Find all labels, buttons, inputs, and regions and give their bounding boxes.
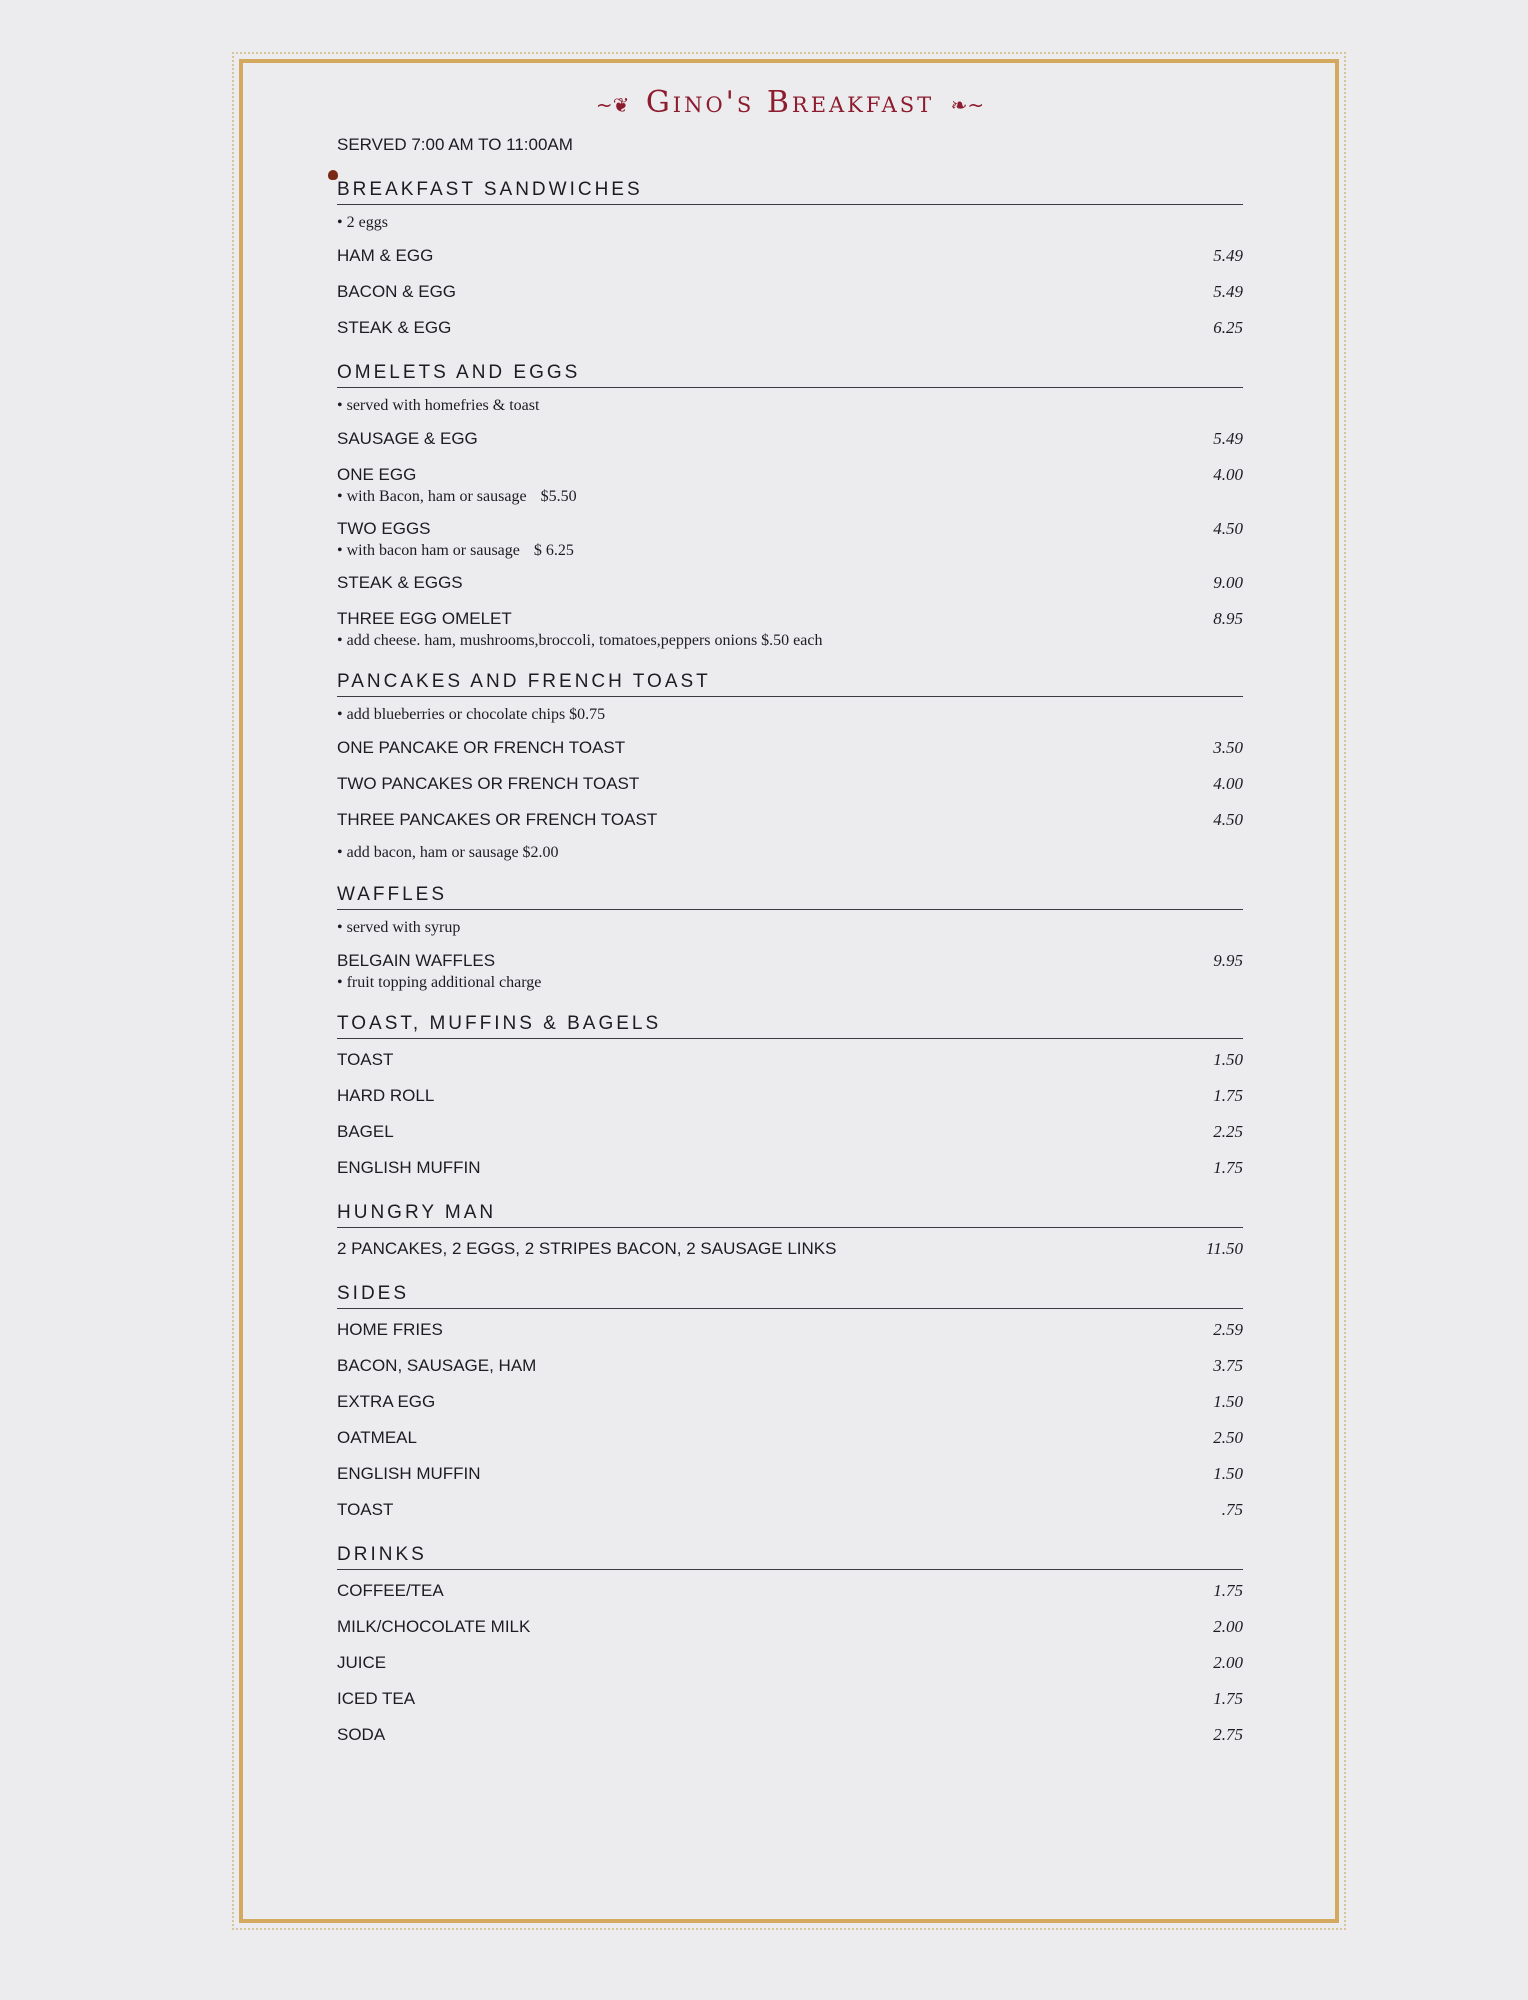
item-name: MILK/CHOCOLATE MILK xyxy=(337,1617,531,1636)
menu-item xyxy=(337,1648,1243,1678)
item-option xyxy=(337,630,1243,652)
item-name: TWO EGGS xyxy=(337,519,431,538)
menu-item xyxy=(337,805,1243,835)
item-name: JUICE xyxy=(337,1653,387,1672)
item-price: 1.75 xyxy=(1213,1086,1243,1105)
menu-item xyxy=(337,1234,1243,1264)
item-name: EXTRA EGG xyxy=(337,1392,436,1411)
menu-item-row xyxy=(337,313,1243,343)
menu-item-row xyxy=(337,1315,1243,1345)
item-name: BACON & EGG xyxy=(337,282,457,301)
item-price: 4.50 xyxy=(1213,519,1243,538)
menu-item xyxy=(337,277,1243,307)
item-name: TWO PANCAKES OR FRENCH TOAST xyxy=(337,774,640,793)
item-price: 2.00 xyxy=(1213,1617,1243,1636)
section-note: • served with homefries & toast xyxy=(337,397,540,414)
item-price: 2.00 xyxy=(1213,1653,1243,1672)
item-price: 2.25 xyxy=(1213,1122,1243,1141)
item-name: ENGLISH MUFFIN xyxy=(337,1158,481,1177)
item-price: 5.49 xyxy=(1213,282,1243,301)
menu-item-row xyxy=(337,805,1243,835)
menu-item-row xyxy=(337,277,1243,307)
item-name: HAM & EGG xyxy=(337,246,434,265)
menu-item-row xyxy=(337,1495,1243,1525)
menu-item-row xyxy=(337,1351,1243,1381)
section-heading: WAFFLES xyxy=(337,883,1243,910)
menu-item xyxy=(337,1081,1243,1111)
menu-item xyxy=(337,1495,1243,1525)
item-option-text: • with bacon ham or sausage xyxy=(337,542,520,559)
item-price: 1.50 xyxy=(1213,1464,1243,1483)
menu-item xyxy=(337,1351,1243,1381)
item-option-text: • with Bacon, ham or sausage xyxy=(337,488,527,505)
item-price: 1.75 xyxy=(1213,1581,1243,1600)
menu-item xyxy=(337,1459,1243,1489)
menu-item xyxy=(337,1153,1243,1183)
menu-sections xyxy=(337,178,1243,1750)
section-heading: OMELETS AND EGGS xyxy=(337,361,1243,388)
section-heading: TOAST, MUFFINS & BAGELS xyxy=(337,1012,1243,1039)
item-name: THREE EGG OMELET xyxy=(337,609,512,628)
item-price: 11.50 xyxy=(1206,1239,1243,1258)
menu-item-row xyxy=(337,1576,1243,1606)
menu-item xyxy=(337,313,1243,343)
section-footnote: • add bacon, ham or sausage $2.00 xyxy=(337,844,559,861)
section-heading: PANCAKES AND FRENCH TOAST xyxy=(337,670,1243,697)
menu-item xyxy=(337,1612,1243,1642)
section-note: • 2 eggs xyxy=(337,214,388,231)
item-price: 9.95 xyxy=(1213,951,1243,970)
item-price: 1.75 xyxy=(1213,1158,1243,1177)
menu-section xyxy=(337,883,1243,994)
menu-section xyxy=(337,1282,1243,1525)
menu-item-row xyxy=(337,1117,1243,1147)
item-name: BELGAIN WAFFLES xyxy=(337,951,496,970)
item-option xyxy=(337,540,1243,562)
item-price: 2.59 xyxy=(1213,1320,1243,1339)
menu-item-row xyxy=(337,1459,1243,1489)
menu-section xyxy=(337,1012,1243,1183)
menu-item-row xyxy=(337,1153,1243,1183)
item-price: 1.50 xyxy=(1213,1050,1243,1069)
section-note: • served with syrup xyxy=(337,919,461,936)
section-heading: SIDES xyxy=(337,1282,1243,1309)
item-price: 3.50 xyxy=(1213,738,1243,757)
item-price: 5.49 xyxy=(1213,246,1243,265)
menu-item-row xyxy=(337,1612,1243,1642)
item-price: .75 xyxy=(1221,1500,1243,1519)
section-heading: HUNGRY MAN xyxy=(337,1201,1243,1228)
menu-item-row xyxy=(337,241,1243,271)
item-name: TOAST xyxy=(337,1500,394,1519)
menu-item xyxy=(337,1315,1243,1345)
menu-section xyxy=(337,1543,1243,1750)
item-option-price: $ 6.25 xyxy=(533,542,574,559)
title-row xyxy=(337,80,1243,126)
menu-title: Gino's Breakfast xyxy=(645,85,935,120)
item-name: COFFEE/TEA xyxy=(337,1581,444,1600)
menu-item-row xyxy=(337,769,1243,799)
menu-item xyxy=(337,568,1243,598)
menu-item-row xyxy=(337,1045,1243,1075)
menu-item xyxy=(337,1576,1243,1606)
menu-content xyxy=(337,80,1243,1750)
menu-item xyxy=(337,769,1243,799)
menu-section xyxy=(337,178,1243,343)
item-option xyxy=(337,486,1243,508)
menu-item xyxy=(337,1720,1243,1750)
menu-item xyxy=(337,946,1243,994)
menu-item xyxy=(337,1045,1243,1075)
item-option-text: • add cheese. ham, mushrooms,broccoli, tomatoes,peppers onions $.50 each xyxy=(337,632,823,649)
item-name: THREE PANCAKES OR FRENCH TOAST xyxy=(337,810,658,829)
menu-item-row xyxy=(337,1387,1243,1417)
item-price: 8.95 xyxy=(1213,609,1243,628)
item-name: TOAST xyxy=(337,1050,394,1069)
section-note: • add blueberries or chocolate chips $0.75 xyxy=(337,706,606,723)
menu-item-row xyxy=(337,1720,1243,1750)
menu-item xyxy=(337,514,1243,562)
item-price: 5.49 xyxy=(1213,429,1243,448)
left-ornament-icon: ~❦ xyxy=(595,93,630,117)
menu-item xyxy=(337,1684,1243,1714)
item-name: SAUSAGE & EGG xyxy=(337,429,478,448)
item-name: BACON, SAUSAGE, HAM xyxy=(337,1356,537,1375)
section-heading: DRINKS xyxy=(337,1543,1243,1570)
item-price: 1.75 xyxy=(1213,1689,1243,1708)
menu-item-row xyxy=(337,1648,1243,1678)
item-option-price: $5.50 xyxy=(540,488,577,505)
item-price: 4.50 xyxy=(1213,810,1243,829)
item-name: SODA xyxy=(337,1725,386,1744)
menu-item xyxy=(337,604,1243,652)
item-option xyxy=(337,972,1243,994)
menu-item xyxy=(337,1423,1243,1453)
menu-item xyxy=(337,424,1243,454)
menu-section xyxy=(337,361,1243,652)
item-price: 3.75 xyxy=(1213,1356,1243,1375)
item-price: 2.75 xyxy=(1213,1725,1243,1744)
item-price: 1.50 xyxy=(1213,1392,1243,1411)
item-name: ICED TEA xyxy=(337,1689,416,1708)
menu-item-row xyxy=(337,424,1243,454)
item-name: OATMEAL xyxy=(337,1428,417,1447)
section-heading: BREAKFAST SANDWICHES xyxy=(337,178,1243,205)
menu-item xyxy=(337,1117,1243,1147)
menu-item-row xyxy=(337,1684,1243,1714)
item-price: 4.00 xyxy=(1213,774,1243,793)
item-name: HOME FRIES xyxy=(337,1320,443,1339)
menu-item xyxy=(337,733,1243,763)
item-price: 6.25 xyxy=(1213,318,1243,337)
item-name: ONE EGG xyxy=(337,465,417,484)
item-option-text: • fruit topping additional charge xyxy=(337,974,542,991)
item-price: 9.00 xyxy=(1213,573,1243,592)
item-name: STEAK & EGG xyxy=(337,318,452,337)
menu-item-row xyxy=(337,1081,1243,1111)
item-name: STEAK & EGGS xyxy=(337,573,463,592)
menu-item-row xyxy=(337,568,1243,598)
item-price: 2.50 xyxy=(1213,1428,1243,1447)
item-name: ONE PANCAKE OR FRENCH TOAST xyxy=(337,738,626,757)
menu-item xyxy=(337,241,1243,271)
right-ornament-icon: ❧~ xyxy=(950,93,985,117)
menu-item-row xyxy=(337,733,1243,763)
item-name: 2 PANCAKES, 2 EGGS, 2 STRIPES BACON, 2 SAUSAGE LINKS xyxy=(337,1239,837,1258)
item-name: ENGLISH MUFFIN xyxy=(337,1464,481,1483)
item-price: 4.00 xyxy=(1213,465,1243,484)
menu-item-row xyxy=(337,1423,1243,1453)
menu-item xyxy=(337,460,1243,508)
item-name: BAGEL xyxy=(337,1122,394,1141)
item-name: HARD ROLL xyxy=(337,1086,435,1105)
menu-item xyxy=(337,1387,1243,1417)
menu-item-row xyxy=(337,1234,1243,1264)
menu-section xyxy=(337,1201,1243,1264)
served-hours: SERVED 7:00 AM TO 11:00AM xyxy=(337,135,573,154)
menu-section xyxy=(337,670,1243,865)
